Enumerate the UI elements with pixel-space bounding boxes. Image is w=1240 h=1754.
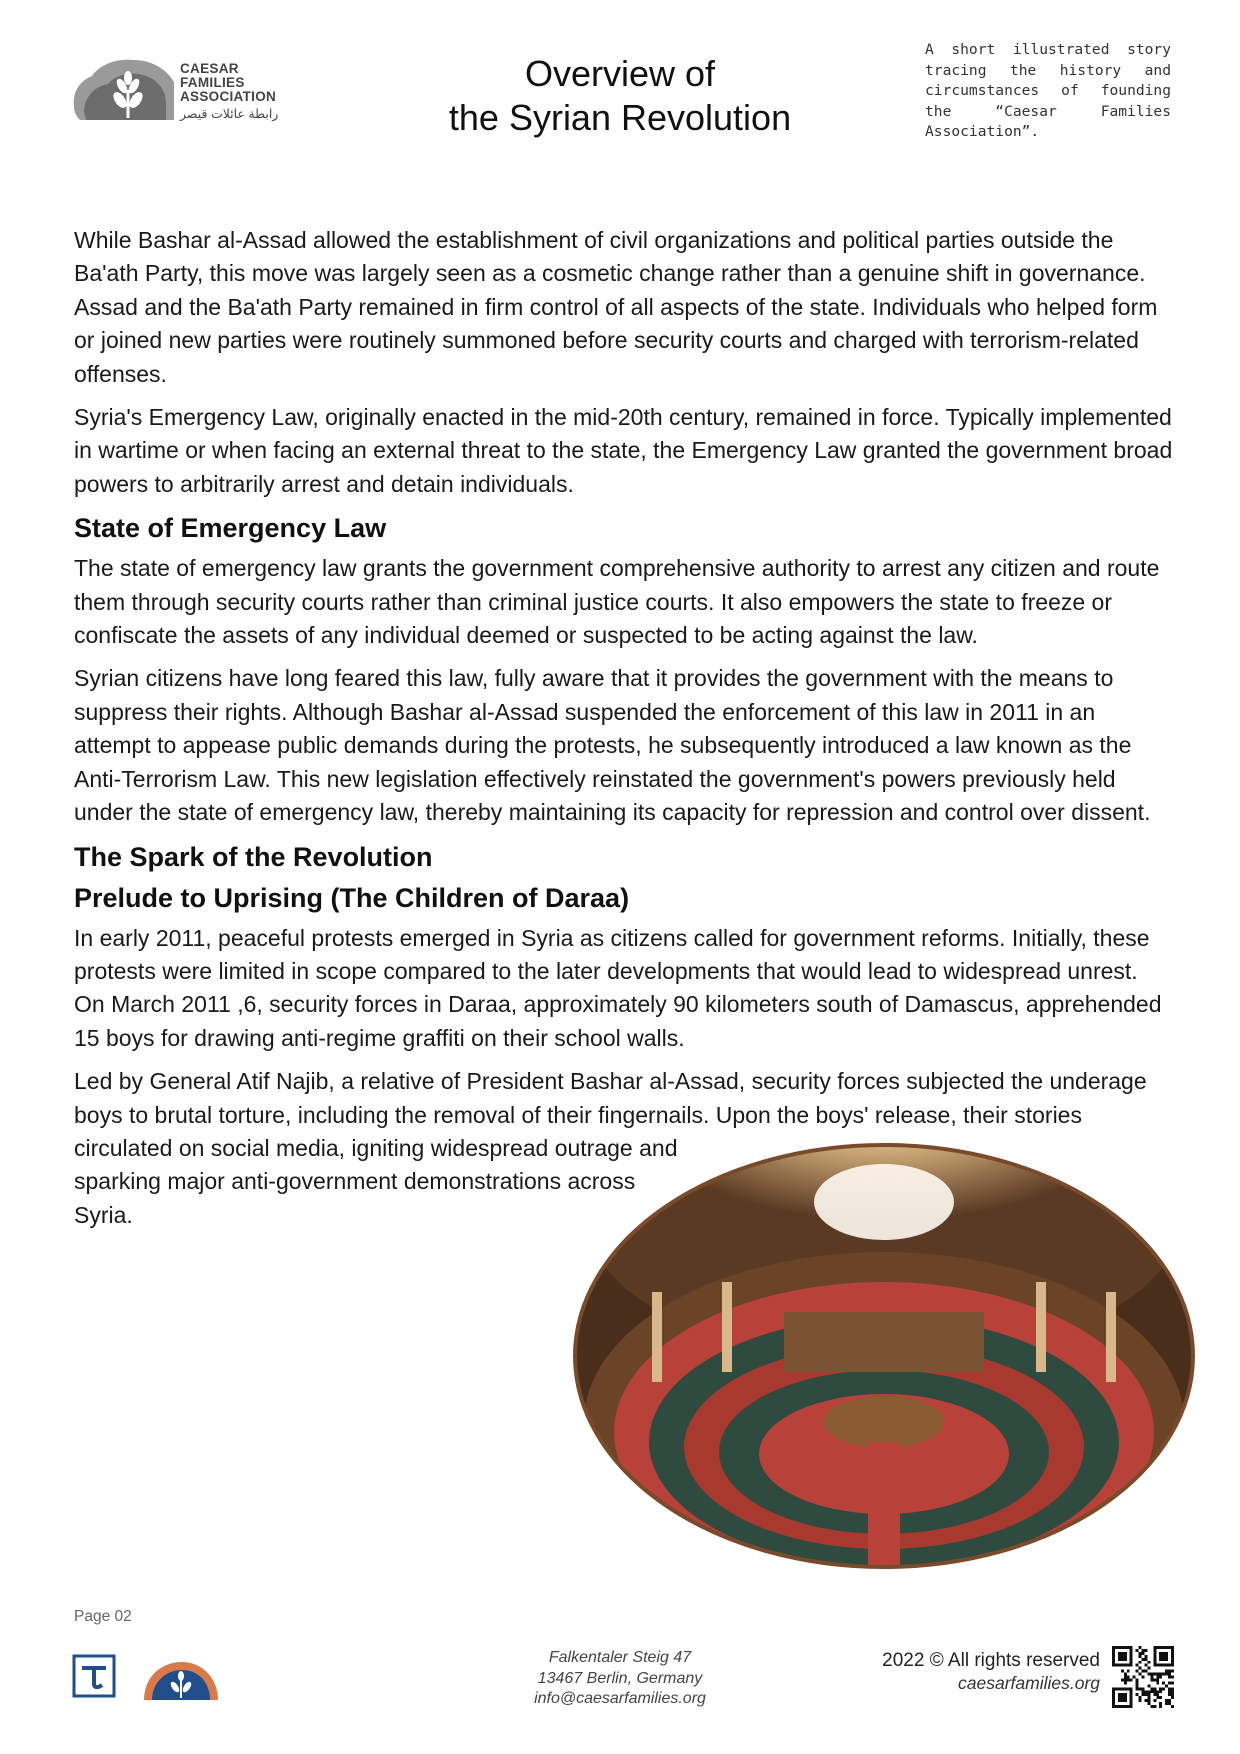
page-number: Page 02 — [74, 1608, 132, 1625]
logo-line-3: ASSOCIATION — [180, 89, 277, 104]
paragraph-6: Led by General Atif Najib, a relative of President Bashar al-Assad, security forces subjected the underage boys to brutal torture, including the removal of their fingernails. Upon the boys' release, their stories circulated on social media, igniting widespread outrage and sparking major anti-government demonstrations across Syria. — [74, 1068, 1147, 1228]
qr-code — [1112, 1646, 1174, 1708]
article-body — [74, 224, 1174, 1570]
tau-logo-icon — [72, 1654, 116, 1698]
address-email[interactable]: info@caesarfamilies.org — [534, 1690, 706, 1707]
caesar-families-small-logo — [142, 1656, 220, 1700]
qr-code-icon — [1112, 1646, 1174, 1708]
logo-line-2: FAMILIES — [180, 75, 245, 90]
address-city: 13467 Berlin, Germany — [537, 1669, 703, 1687]
paragraph-4: Syrian citizens have long feared this law, fully aware that it provides the government with the means to suppress their rights. Although Bashar al-Assad suspended the enforcement of this law in 2011 in an attempt to appease public demands during the protests, he subsequently introduced a law known as the Anti-Terrorism Law. This new legislation effectively reinstated the government's powers previously held under the state of emergency law, thereby maintaining its capacity for repression and control over dissent. — [74, 665, 1151, 826]
logo-line-1: CAESAR — [180, 61, 239, 76]
heading-emergency-law: State of Emergency Law — [74, 513, 387, 544]
caesar-families-logo-icon — [70, 50, 180, 126]
caesar-families-small-logo-icon — [142, 1656, 220, 1700]
page-title-line-2: the Syrian Revolution — [448, 97, 792, 138]
paragraph-5: In early 2011, peaceful protests emerged in Syria as citizens called for government reforms. Initially, these protests were limited in scope compared to the later developments that would lead to widespread unrest. On March 2011 ,6, security forces in Daraa, approximately 90 kilometers south of Damascus, apprehended 15 boys for drawing anti-regime graffiti on their school walls. — [74, 924, 1162, 1051]
logo-arabic-text: رابطة عائلات قيصر — [180, 107, 279, 121]
website-link[interactable]: caesarfamilies.org — [958, 1673, 1100, 1693]
footer-rights — [882, 1649, 1100, 1695]
copyright-text: 2022 © All rights reserved — [882, 1650, 1100, 1671]
paragraph-3: The state of emergency law grants the government comprehensive authority to arrest any citizen and route them through security courts rather than criminal justice courts. It also empowers the state to freeze or confiscate the assets of any individual deemed or suspected to be acting against the law. — [74, 555, 1160, 649]
footer-address — [500, 1648, 740, 1710]
parliament-illustration — [572, 1142, 1196, 1570]
paragraph-1: While Bashar al-Assad allowed the establishment of civil organizations and political parties outside the Ba'ath Party, this move was largely seen as a cosmetic change rather than a genuine shift in governance. Assad and the Ba'ath Party remained in firm control of all aspects of the state. Individuals who helped form or joined new parties were routinely summoned before security courts and charged with terrorism-related offenses. — [74, 227, 1158, 387]
page-title — [400, 52, 840, 140]
logo-wordmark — [180, 62, 276, 104]
tau-logo — [72, 1654, 116, 1698]
caesar-families-logo — [70, 50, 300, 126]
page-title-line-1: Overview of — [524, 53, 716, 94]
tagline: A short illustrated story tracing the history and circumstances of founding the “Caesar Families Association”. — [925, 41, 1171, 140]
heading-spark-revolution: The Spark of the Revolution — [74, 841, 433, 872]
address-street: Falkentaler Steig 47 — [548, 1649, 692, 1666]
heading-prelude-uprising: Prelude to Uprising (The Children of Daraa) — [74, 882, 630, 913]
parliament-chamber-illustration — [572, 1142, 1196, 1570]
paragraph-2: Syria's Emergency Law, originally enacted in the mid-20th century, remained in force. Typically implemented in wartime or when facing an external threat to the state, the Emergency Law granted the government broad powers to arbitrarily arrest and detain individuals. — [74, 404, 1173, 497]
